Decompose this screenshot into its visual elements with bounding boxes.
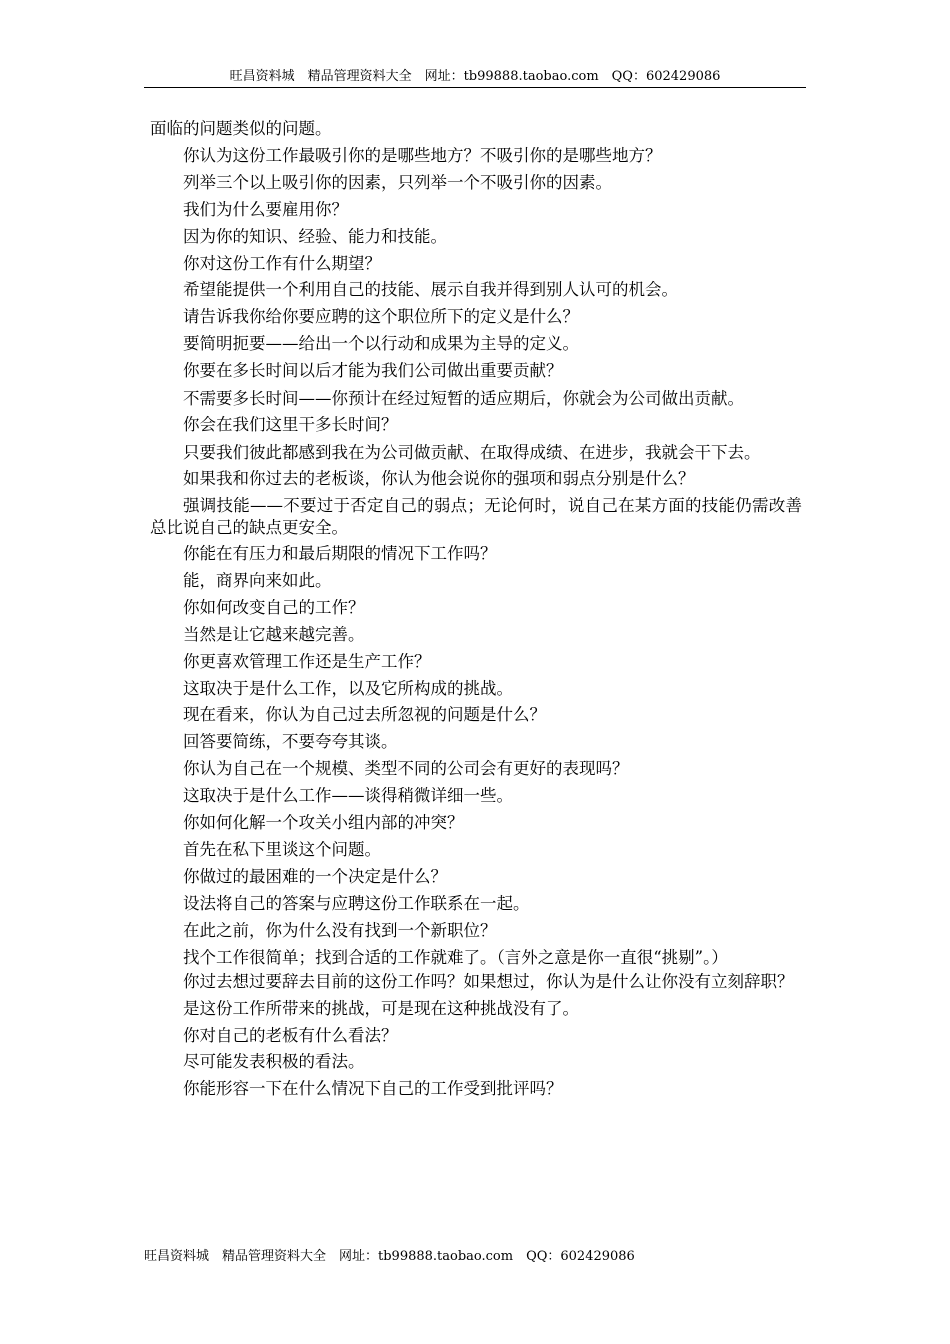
paragraph: 你更喜欢管理工作还是生产工作？ xyxy=(183,651,431,671)
paragraph: 你如何改变自己的工作？ xyxy=(183,597,365,617)
paragraph: 这取决于是什么工作，以及它所构成的挑战。 xyxy=(183,678,513,698)
paragraph: 你做过的最困难的一个决定是什么？ xyxy=(183,866,447,886)
paragraph: 希望能提供一个利用自己的技能、展示自我并得到别人认可的机会。 xyxy=(183,280,678,300)
paragraph: 我们为什么要雇用你？ xyxy=(183,199,348,219)
paragraph: 不需要多长时间——你预计在经过短暂的适应期后，你就会为公司做出贡献。 xyxy=(183,388,744,408)
paragraph: 尽可能发表积极的看法。 xyxy=(183,1052,365,1072)
paragraph: 当然是让它越来越完善。 xyxy=(183,624,365,644)
paragraph: 回答要简练，不要夸夸其谈。 xyxy=(183,732,398,752)
paragraph: 你过去想过要辞去目前的这份工作吗？如果想过，你认为是什么让你没有立刻辞职？ xyxy=(183,972,794,992)
paragraph: 这取决于是什么工作——谈得稍微详细一些。 xyxy=(183,786,513,806)
paragraph: 现在看来，你认为自己过去所忽视的问题是什么？ xyxy=(183,705,546,725)
paragraph: 你能在有压力和最后期限的情况下工作吗？ xyxy=(183,544,497,563)
paragraph: 你会在我们这里干多长时间？ xyxy=(183,414,398,434)
paragraph: 因为你的知识、经验、能力和技能。 xyxy=(183,226,447,246)
paragraph: 首先在私下里谈这个问题。 xyxy=(183,839,381,859)
paragraph: 列举三个以上吸引你的因素，只列举一个不吸引你的因素。 xyxy=(183,172,612,192)
paragraph: 能，商界向来如此。 xyxy=(183,570,332,590)
paragraph: 面临的问题类似的问题。 xyxy=(150,119,332,138)
paragraph: 设法将自己的答案与应聘这份工作联系在一起。 xyxy=(183,893,530,913)
paragraph: 要简明扼要——给出一个以行动和成果为主导的定义。 xyxy=(183,334,579,354)
document-body xyxy=(150,116,802,1103)
paragraph: 是这份工作所带来的挑战，可是现在这种挑战没有了。 xyxy=(183,998,579,1018)
paragraph: 请告诉我你给你要应聘的这个职位所下的定义是什么？ xyxy=(183,307,579,327)
paragraph: 找个工作很简单；找到合适的工作就难了。（言外之意是你一直很“挑剔”。） xyxy=(183,948,728,968)
paragraph: 你如何化解一个攻关小组内部的冲突？ xyxy=(183,813,464,833)
paragraph: 你要在多长时间以后才能为我们公司做出重要贡献？ xyxy=(183,361,563,381)
paragraph: 你认为自己在一个规模、类型不同的公司会有更好的表现吗？ xyxy=(183,759,629,779)
paragraph: 你对自己的老板有什么看法？ xyxy=(183,1025,398,1045)
paragraph: 你能形容一下在什么情况下自己的工作受到批评吗？ xyxy=(183,1079,563,1099)
paragraph: 如果我和你过去的老板谈，你认为他会说你的强项和弱点分别是什么？ xyxy=(183,468,695,488)
paragraph: 强调技能——不要过于否定自己的弱点；无论何时，说自己在某方面的技能仍需改善总比说自己的缺点更安全。 xyxy=(150,496,802,537)
paragraph: 你认为这份工作最吸引你的是哪些地方？不吸引你的是哪些地方？ xyxy=(183,145,662,165)
paragraph: 在此之前，你为什么没有找到一个新职位？ xyxy=(183,920,497,940)
page-footer: 旺昌资料城 精品管理资料大全 网址：tb99888.taobao.com QQ：602429086 xyxy=(144,1249,635,1264)
paragraph: 你对这份工作有什么期望？ xyxy=(183,253,381,273)
page-header: 旺昌资料城 精品管理资料大全 网址：tb99888.taobao.com QQ：602429086 xyxy=(144,66,806,88)
paragraph: 只要我们彼此都感到我在为公司做贡献、在取得成绩、在进步，我就会干下去。 xyxy=(183,442,761,462)
